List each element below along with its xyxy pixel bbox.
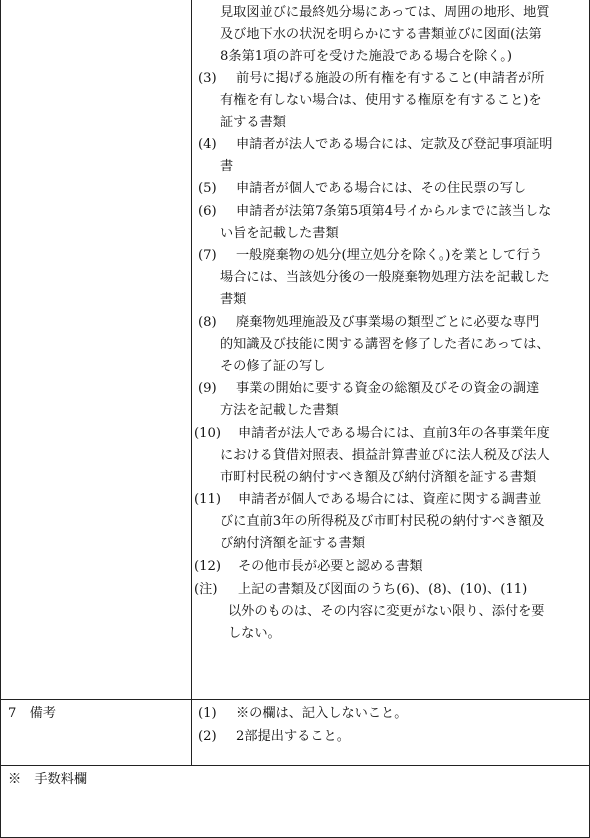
item-text: その他市長が必要と認める書類 <box>238 559 423 574</box>
row-divider-fee <box>0 765 590 766</box>
remarks-item-text: 2部提出すること。 <box>236 729 350 744</box>
item-text-cont: 場合には、当該処分後の一般廃棄物処理方法を記載した <box>220 270 550 285</box>
note-label: (注) <box>194 582 218 597</box>
item-text: 前号に掲げる施設の所有権を有すること(申請者が所 <box>236 71 545 86</box>
remarks-item <box>198 703 407 725</box>
remarks-item-number: (2) <box>198 729 217 744</box>
item-text-cont: その修了証の写し <box>220 359 326 374</box>
intro-line: 及び地下水の状況を明らかにする書類並びに図面(法第 <box>220 27 542 42</box>
column-divider <box>191 0 192 766</box>
item-text-cont: い旨を記載した書類 <box>220 226 339 241</box>
remarks-item-number: (1) <box>198 706 217 721</box>
item-text-cont: 方法を記載した書類 <box>220 403 339 418</box>
item-number: (10) <box>194 426 222 441</box>
list-item <box>198 178 526 200</box>
intro-line: 8条第1項の許可を受けた施設である場合を除く。) <box>220 49 512 64</box>
list-item <box>198 201 551 245</box>
item-text: 申請者が法人である場合には、直前3年の各事業年度 <box>238 426 550 441</box>
item-number: (12) <box>194 559 222 574</box>
item-number: (7) <box>198 248 217 263</box>
item-text: 申請者が個人である場合には、その住民票の写し <box>236 181 527 196</box>
item-text-cont: 書 <box>220 159 234 174</box>
item-text-cont: における貸借対照表、損益計算書並びに法人税及び法人 <box>220 448 550 463</box>
item-number: (8) <box>198 315 217 330</box>
list-item <box>194 423 550 489</box>
item-text-cont: び納付済額を証する書類 <box>220 536 366 551</box>
list-item <box>198 245 550 311</box>
item-text-cont: 書類 <box>220 292 247 307</box>
item-text: 申請者が法第7条第5項第4号イからルまでに該当しな <box>236 204 552 219</box>
list-item <box>194 489 545 555</box>
item-text: 事業の開始に要する資金の総額及びその資金の調達 <box>236 381 540 396</box>
intro-line: 見取図並びに最終処分場にあっては、周囲の地形、地質 <box>220 5 550 20</box>
left-border <box>0 0 1 838</box>
list-item <box>198 312 550 378</box>
fee-label: ※ 手数料欄 <box>8 772 88 787</box>
item-number: (3) <box>198 71 217 86</box>
item-number: (5) <box>198 181 217 196</box>
note-text-cont: しない。 <box>228 626 281 641</box>
remarks-label: 7 備考 <box>8 706 56 721</box>
item-text: 申請者が個人である場合には、資産に関する調書並 <box>238 492 542 507</box>
remarks-item <box>198 726 350 748</box>
item-text-cont: 有権を有しない場合は、使用する権原を有すること)を <box>220 93 542 108</box>
list-item <box>198 378 539 422</box>
intro-continuation <box>198 2 550 68</box>
item-text: 一般廃棄物の処分(埋立処分を除く。)を業として行う <box>236 248 543 263</box>
list-item <box>194 556 423 578</box>
item-number: (9) <box>198 381 217 396</box>
item-text-cont: 証する書類 <box>220 115 286 130</box>
note <box>194 579 545 645</box>
remarks-item-text: ※の欄は、記入しないこと。 <box>236 706 408 721</box>
item-number: (11) <box>194 492 222 507</box>
note-text-cont: 以外のものは、その内容に変更がない限り、添付を要 <box>228 604 545 619</box>
item-text: 申請者が法人である場合には、定款及び登記事項証明 <box>236 137 553 152</box>
item-text-cont: びに直前3年の所得税及び市町村民税の納付すべき額及 <box>220 514 545 529</box>
item-number: (4) <box>198 137 217 152</box>
item-text-cont: 的知識及び技能に関する講習を修了した者にあっては、 <box>220 337 550 352</box>
note-text: 上記の書類及び図面のうち(6)、(8)、(10)、(11) <box>238 582 528 597</box>
item-text: 廃棄物処理施設及び事業場の類型ごとに必要な専門 <box>236 315 540 330</box>
row-divider-remarks <box>0 699 590 700</box>
item-number: (6) <box>198 204 217 219</box>
item-text-cont: 市町村民税の納付すべき額及び納付済額を証する書類 <box>220 470 537 485</box>
list-item <box>198 134 553 178</box>
list-item <box>198 68 544 134</box>
